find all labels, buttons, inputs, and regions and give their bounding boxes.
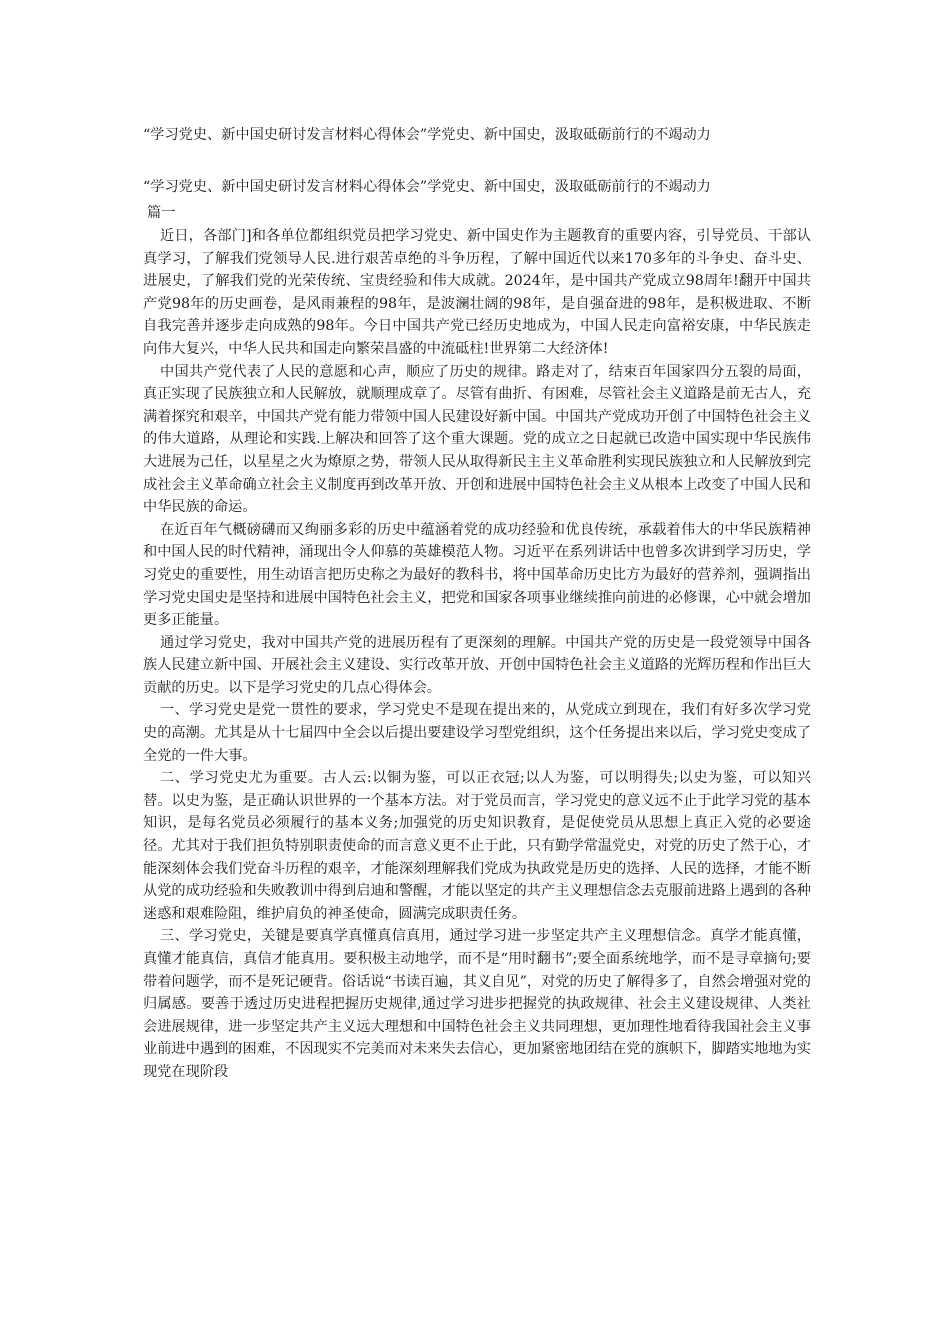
document-title: “学习党史、新中国史研讨发言材料心得体会”学党史、新中国史，汲取砥砺前行的不竭动力 bbox=[143, 127, 711, 143]
document-page bbox=[143, 120, 811, 1084]
paragraph-3: 在近百年气概磅礴而又绚丽多彩的历史中蕴涵着党的成功经验和优良传统，承载着伟大的中华民族精神和中国人民的时代精神，涌现出令人仰慕的英雄模范人物。习近平在系列讲话中也曾多次讲到学习历史，学习党史的重要性，用生动语言把历史称之为最好的教科书，将中国革命历史比方为最好的营养剂，强调指出学习党史国史是坚持和进展中国特色社会主义，把党和国家各项事业继续推向前进的必修课，心中就会增加更多正能量。 bbox=[143, 521, 811, 629]
paragraph-6: 二、学习党史尤为重要。古人云:以铜为鉴，可以正衣冠;以人为鉴，可以明得失;以史为鉴，可以知兴替。以史为鉴，是正确认识世界的一个基本方法。对于党员而言，学习党史的意义远不止于此学习党的基本知识，是每名党员必须履行的基本义务;加强党的历史知识教育，是促使党员从思想上真正入党的必要途径。尤其对于我们担负特别职责使命的而言意义更不止于此，只有勤学常温党史，对党的历史了然于心，才能深刻体会我们党奋斗历程的艰辛，才能深刻理解我们党成为执政党是历史的选择、人民的选择，才能不断从党的成功经验和失败教训中得到启迪和警醒，才能以坚定的共产主义理想信念去克服前进路上遇到的各种迷惑和艰难险阻，维护肩负的神圣使命，圆满完成职责任务。 bbox=[143, 770, 811, 922]
paragraph-7: 三、学习党史，关键是要真学真懂真信真用，通过学习进一步坚定共产主义理想信念。真学才能真懂，真懂才能真信，真信才能真用。要积极主动地学，而不是“用时翻书”;要全面系统地学，而不是寻章摘句;要带着问题学，而不是死记硬背。俗话说“书读百遍，其义自见”，对党的历史了解得多了，自然会增强对党的归属感。要善于透过历史进程把握历史规律,通过学习进步把握党的执政规律、社会主义建设规律、人类社会进展规律，进一步坚定共产主义远大理想和中国特色社会主义共同理想，更加理性地看待我国社会主义事业前进中遇到的困难，不因现实不完美而对未来失去信心，更加紧密地团结在党的旗帜下，脚踏实地地为实现党在现阶段 bbox=[143, 928, 811, 1080]
paragraph-5: 一、学习党史是党一贯性的要求，学习党史不是现在提出来的，从党成立到现在，我们有好多次学习党史的高潮。尤其是从十七届四中全会以后提出要建设学习型党组织，这个任务提出来以后，学习党史变成了全党的一件大事。 bbox=[143, 702, 811, 764]
section-label: 篇一 bbox=[147, 205, 176, 221]
paragraph-1: 近日，各部门]和各单位都组织党员把学习党史、新中国史作为主题教育的重要内容，引导党员、干部认真学习，了解我们党领导人民.进行艰苦卓绝的斗争历程，了解中国近代以来170多年的斗争史、奋斗史、进展史，了解我们党的光荣传统、宝贵经验和伟大成就。2024年，是中国共产党成立98周年!翻开中国共产党98年的历史画卷，是风雨兼程的98年，是波澜壮阔的98年，是自强奋进的98年，是积极进取、不断自我完善并逐步走向成熟的98年。今日中国共产党已经历史地成为，中国人民走向富裕安康，中华民族走向伟大复兴，中华人民共和国走向繁荣昌盛的中流砥柱!世界第二大经济体! bbox=[143, 228, 811, 357]
document-title-repeat: “学习党史、新中国史研讨发言材料心得体会”学党史、新中国史，汲取砥砺前行的不竭动力 bbox=[143, 179, 711, 195]
paragraph-2: 中国共产党代表了人民的意愿和心声，顺应了历史的规律。路走对了，结束百年国家四分五裂的局面，真正实现了民族独立和人民解放，就顺理成章了。尽管有曲折、有困难，尽管社会主义道路是前无古人，充满着探究和艰辛，中国共产党有能力带领中国人民建设好新中国。中国共产党成功开创了中国特色社会主义的伟大道路，从理论和实践.上解决和回答了这个重大课题。党的成立之日起就已改造中国实现中华民族伟大进展为己任，以星星之火为燎原之势，带领人民从取得新民主主义革命胜利实现民族独立和人民解放到完成社会主义革命确立社会主义制度再到改革开放、开创和进展中国特色社会主义从根本上改变了中国人民和中华民族的命运。 bbox=[143, 363, 811, 516]
paragraph-4: 通过学习党史，我对中国共产党的进展历程有了更深刻的理解。中国共产党的历史是一段党领导中国各族人民建立新中国、开展社会主义建设、实行改革开放、开创中国特色社会主义道路的光辉历程和作出巨大贡献的历史。以下是学习党史的几点心得体会。 bbox=[143, 634, 811, 696]
